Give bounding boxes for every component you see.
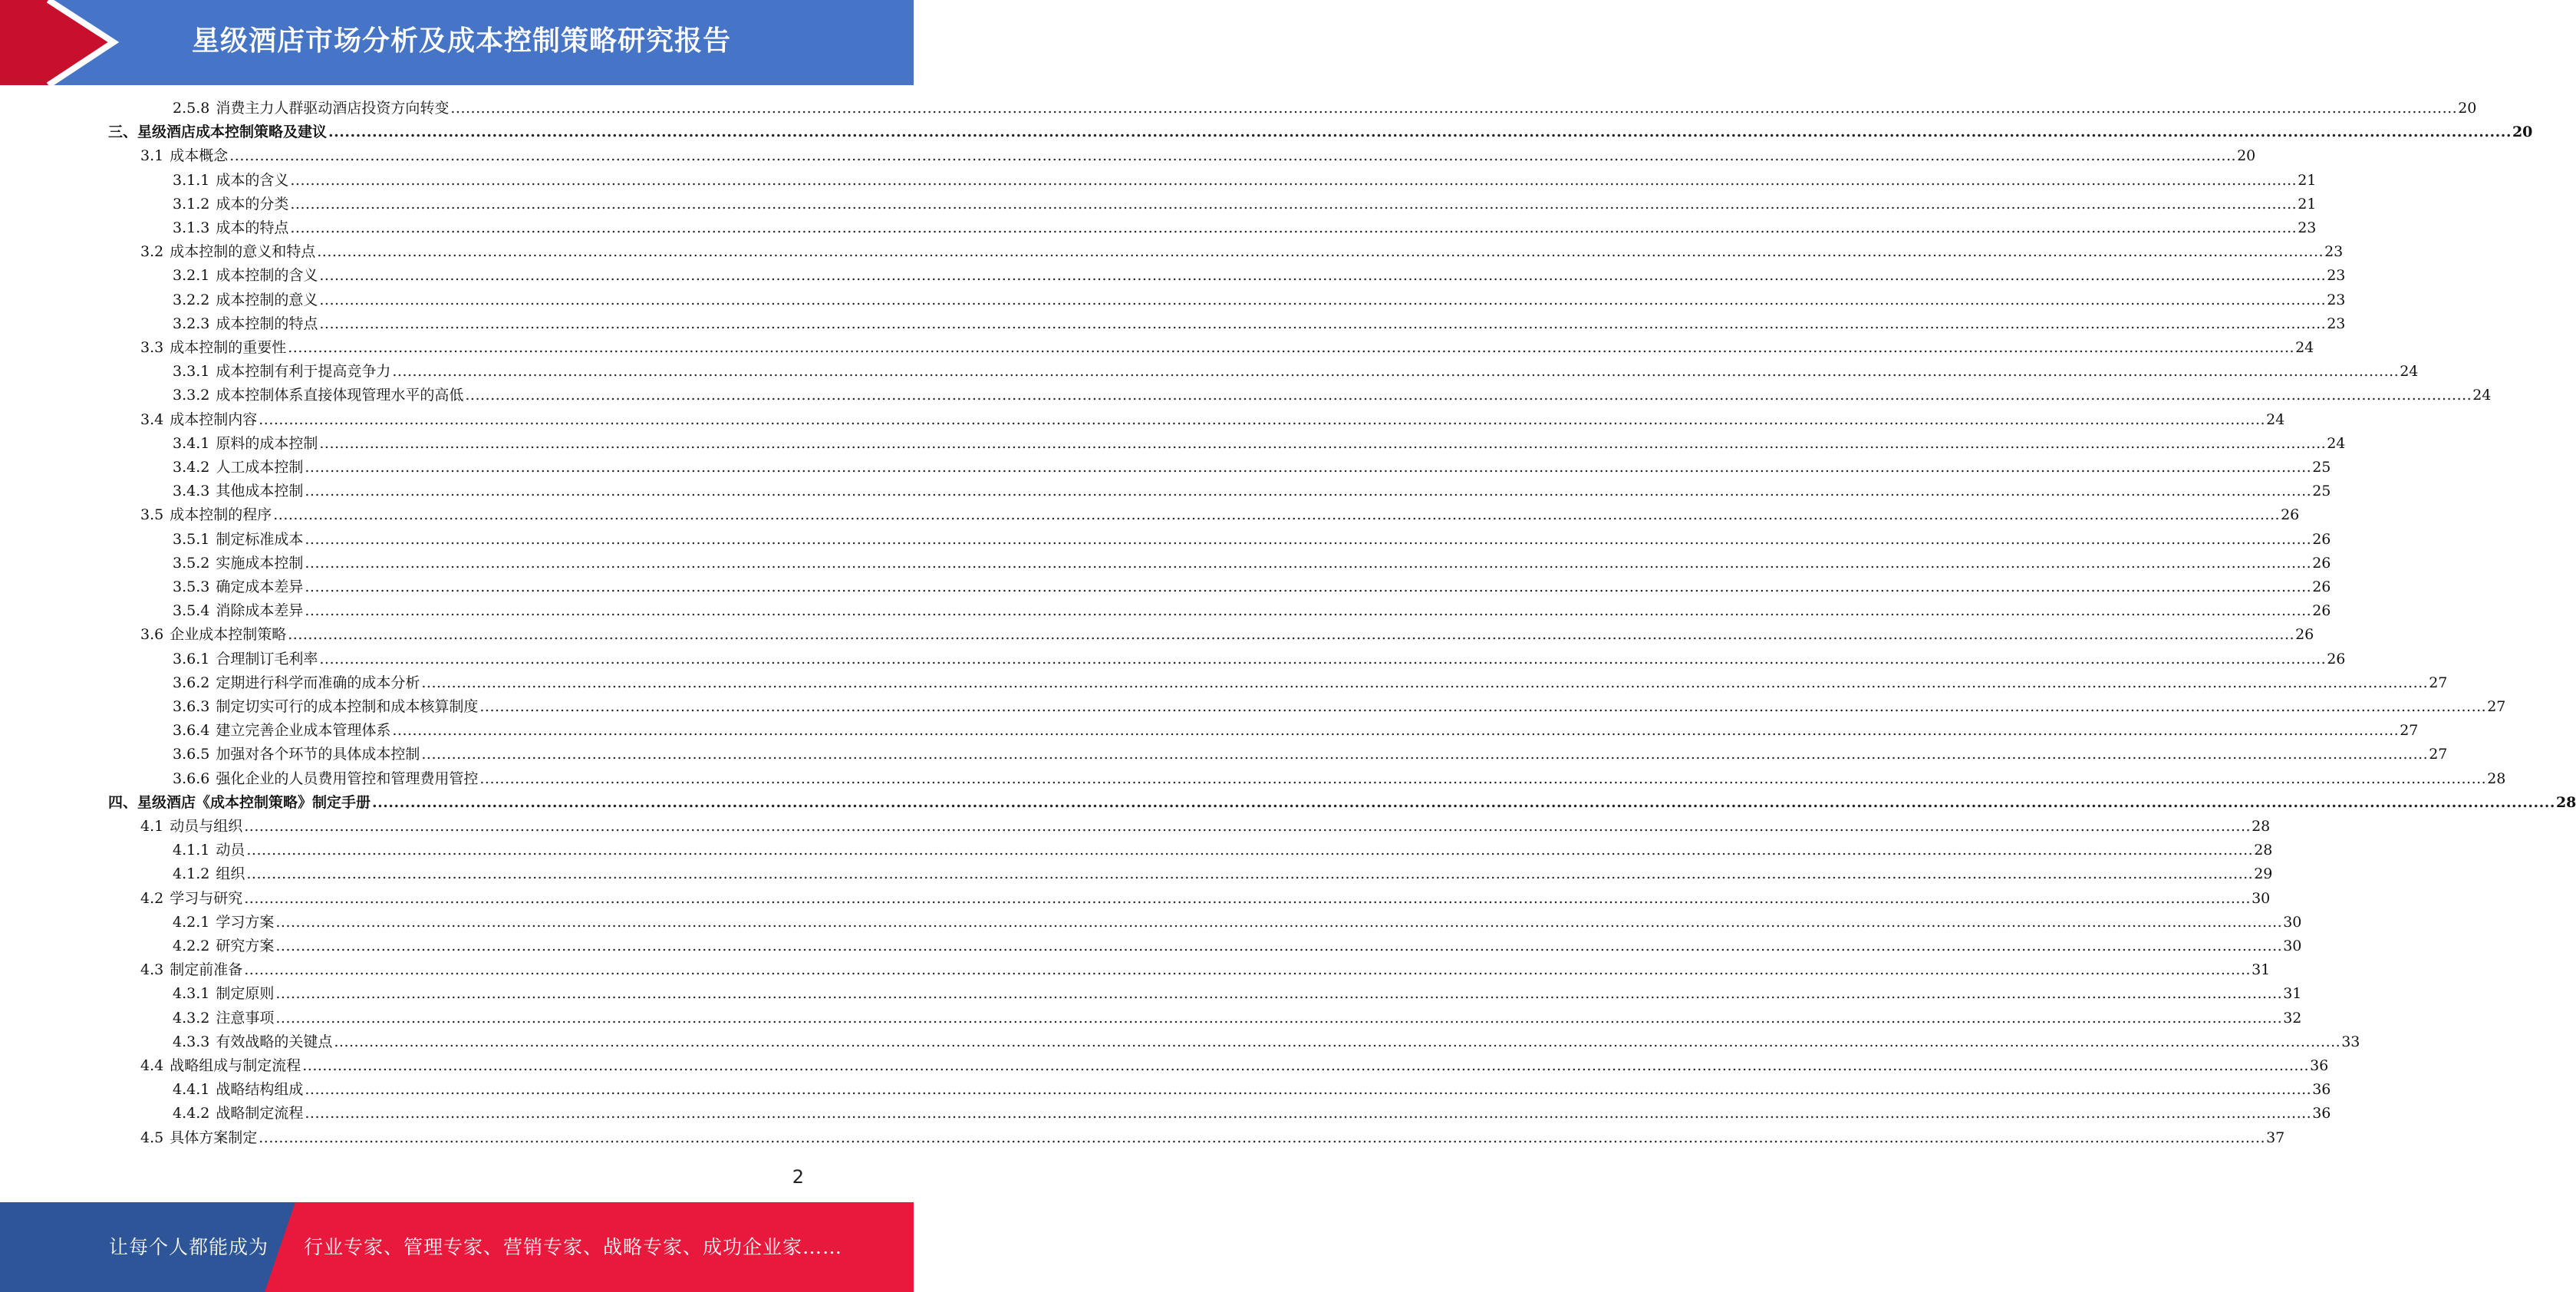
toc-entry-number: 4.4 bbox=[140, 1057, 164, 1074]
toc-entry-page: 26 bbox=[2312, 530, 2331, 548]
toc-entry-number: 3.6.6 bbox=[173, 770, 210, 787]
toc-entry[interactable] bbox=[173, 911, 2302, 934]
toc-entry[interactable] bbox=[108, 120, 2533, 144]
toc-entry[interactable] bbox=[173, 360, 2419, 384]
toc-entry-title: 成本的分类 bbox=[216, 195, 289, 213]
toc-entry-title: 成本的特点 bbox=[216, 219, 289, 236]
toc-entry-title: 组织 bbox=[216, 865, 245, 883]
toc-entry-title: 具体方案制定 bbox=[170, 1129, 258, 1146]
toc-entry-page: 20 bbox=[2512, 124, 2533, 141]
toc-entry-number: 3.4.1 bbox=[173, 434, 210, 452]
toc-entry-title: 成本控制的意义和特点 bbox=[170, 243, 316, 261]
toc-dot-leader: ................................................................................................................................................................................................................................................................................................................................................................................................................ bbox=[334, 1033, 2341, 1050]
toc-dot-leader: ................................................................................................................................................................................................................................................................................................................................................................................................................ bbox=[319, 267, 2327, 285]
toc-entry-page: 23 bbox=[2327, 315, 2346, 332]
toc-entry[interactable] bbox=[173, 193, 2317, 216]
toc-entry-page: 26 bbox=[2295, 626, 2314, 644]
toc-entry[interactable] bbox=[173, 312, 2346, 336]
toc-entry[interactable] bbox=[173, 432, 2346, 456]
toc-entry-number: 4.2.2 bbox=[173, 938, 210, 954]
toc-entry[interactable] bbox=[173, 456, 2331, 480]
toc-entry[interactable] bbox=[173, 648, 2346, 671]
toc-entry-title: 注意事项 bbox=[216, 1009, 275, 1027]
toc-entry-number: 3.6.3 bbox=[173, 698, 210, 715]
toc-entry-title: 加强对各个环节的具体成本控制 bbox=[216, 746, 420, 763]
toc-entry-number: 3.2.3 bbox=[173, 315, 210, 332]
toc-dot-leader: ................................................................................................................................................................................................................................................................................................................................................................................................................ bbox=[275, 913, 2283, 931]
toc-entry-page: 21 bbox=[2298, 171, 2317, 189]
toc-entry[interactable] bbox=[173, 934, 2302, 958]
toc-entry-number: 3.4.3 bbox=[173, 483, 210, 500]
toc-entry-page: 33 bbox=[2341, 1033, 2360, 1050]
toc-dot-leader: ................................................................................................................................................................................................................................................................................................................................................................................................................ bbox=[319, 650, 2327, 667]
toc-entry[interactable] bbox=[173, 719, 2419, 743]
toc-dot-leader: ................................................................................................................................................................................................................................................................................................................................................................................................................ bbox=[319, 291, 2327, 308]
toc-entry-page: 28 bbox=[2555, 793, 2576, 811]
toc-dot-leader: ................................................................................................................................................................................................................................................................................................................................................................................................................ bbox=[305, 459, 2312, 476]
toc-entry[interactable] bbox=[140, 144, 2256, 168]
toc-entry-page: 26 bbox=[2312, 578, 2331, 595]
toc-entry-page: 36 bbox=[2312, 1105, 2331, 1122]
toc-entry-title: 确定成本差异 bbox=[216, 578, 304, 595]
toc-entry-title: 制定切实可行的成本控制和成本核算制度 bbox=[216, 698, 479, 715]
toc-dot-leader: ................................................................................................................................................................................................................................................................................................................................................................................................................ bbox=[290, 195, 2298, 213]
toc-entry-title: 战略制定流程 bbox=[216, 1105, 304, 1122]
toc-entry-title: 原料的成本控制 bbox=[216, 434, 318, 452]
toc-entry-title: 成本概念 bbox=[170, 147, 229, 165]
toc-entry-number: 3.5.2 bbox=[173, 554, 210, 572]
toc-dot-leader: ................................................................................................................................................................................................................................................................................................................................................................................................................ bbox=[259, 1129, 2266, 1146]
toc-entry-title: 定期进行科学而准确的成本分析 bbox=[216, 674, 420, 691]
toc-dot-leader: ................................................................................................................................................................................................................................................................................................................................................................................................................ bbox=[305, 578, 2312, 595]
toc-entry-page: 24 bbox=[2400, 363, 2419, 381]
toc-entry-title: 成本控制的含义 bbox=[216, 267, 318, 285]
toc-entry-page: 25 bbox=[2312, 483, 2331, 500]
toc-dot-leader: ................................................................................................................................................................................................................................................................................................................................................................................................................ bbox=[392, 722, 2400, 740]
toc-dot-leader: ................................................................................................................................................................................................................................................................................................................................................................................................................ bbox=[319, 315, 2327, 332]
toc-entry-page: 31 bbox=[2252, 961, 2271, 979]
toc-entry-title: 实施成本控制 bbox=[216, 554, 304, 572]
toc-entry[interactable] bbox=[140, 958, 2271, 982]
toc-entry-page: 26 bbox=[2281, 506, 2300, 524]
toc-entry-number: 3.6 bbox=[140, 626, 164, 644]
footer-slogan-left: 让每个人都能成为 bbox=[109, 1236, 269, 1258]
toc-entry-title: 成本控制内容 bbox=[170, 410, 258, 428]
toc-dot-leader: ................................................................................................................................................................................................................................................................................................................................................................................................................ bbox=[229, 147, 2237, 165]
toc-entry[interactable] bbox=[173, 169, 2317, 193]
toc-entry[interactable] bbox=[173, 97, 2477, 120]
page-header bbox=[0, 0, 914, 85]
toc-entry-page: 36 bbox=[2312, 1081, 2331, 1099]
toc-entry-title: 其他成本控制 bbox=[216, 483, 304, 500]
toc-entry-title: 制定前准备 bbox=[170, 961, 243, 979]
toc-entry[interactable] bbox=[140, 815, 2271, 839]
toc-dot-leader: ................................................................................................................................................................................................................................................................................................................................................................................................................ bbox=[305, 1105, 2312, 1122]
toc-entry-title: 学习与研究 bbox=[170, 889, 243, 907]
toc-entry-page: 20 bbox=[2458, 100, 2477, 117]
toc-entry[interactable] bbox=[173, 552, 2331, 575]
toc-entry[interactable] bbox=[173, 743, 2448, 766]
toc-entry-number: 3.3.2 bbox=[173, 387, 210, 404]
toc-entry[interactable] bbox=[140, 1054, 2329, 1078]
toc-entry-number: 4.1 bbox=[140, 818, 164, 835]
toc-entry[interactable] bbox=[173, 264, 2346, 288]
toc-entry-page: 30 bbox=[2283, 938, 2302, 954]
toc-entry-number: 4.3.3 bbox=[173, 1033, 210, 1050]
toc-entry-page: 24 bbox=[2266, 410, 2285, 428]
toc-dot-leader: ................................................................................................................................................................................................................................................................................................................................................................................................................ bbox=[465, 387, 2472, 404]
toc-dot-leader: ................................................................................................................................................................................................................................................................................................................................................................................................................ bbox=[319, 434, 2327, 452]
toc-entry-number: 4.1.2 bbox=[173, 865, 210, 883]
toc-entry-page: 28 bbox=[2254, 842, 2273, 859]
toc-dot-leader: ................................................................................................................................................................................................................................................................................................................................................................................................................ bbox=[421, 746, 2429, 763]
toc-entry-page: 32 bbox=[2283, 1009, 2302, 1027]
toc-entry[interactable] bbox=[173, 528, 2331, 552]
toc-entry-number: 4.2 bbox=[140, 889, 164, 907]
toc-entry[interactable] bbox=[173, 1078, 2331, 1102]
toc-entry-page: 23 bbox=[2327, 267, 2346, 285]
toc-dot-leader: ................................................................................................................................................................................................................................................................................................................................................................................................................ bbox=[479, 698, 2487, 715]
toc-entry-number: 3.1.3 bbox=[173, 219, 210, 236]
toc-entry-title: 企业成本控制策略 bbox=[170, 626, 287, 644]
toc-entry-number: 3.2.1 bbox=[173, 267, 210, 285]
toc-entry-title: 成本控制体系直接体现管理水平的高低 bbox=[216, 387, 464, 404]
toc-entry-title: 战略结构组成 bbox=[216, 1081, 304, 1099]
toc-entry[interactable] bbox=[140, 503, 2300, 527]
toc-entry-page: 30 bbox=[2252, 889, 2271, 907]
toc-entry-number: 3.3 bbox=[140, 339, 164, 356]
toc-entry-title: 合理制订毛利率 bbox=[216, 650, 318, 667]
toc-entry-title: 消除成本差异 bbox=[216, 602, 304, 620]
red-arrow-decoration bbox=[0, 0, 123, 85]
footer-slogan-right: 行业专家、管理专家、营销专家、战略专家、成功企业家…… bbox=[304, 1236, 843, 1258]
toc-dot-leader: ................................................................................................................................................................................................................................................................................................................................................................................................................ bbox=[259, 410, 2266, 428]
toc-entry-title: 战略组成与制定流程 bbox=[170, 1057, 301, 1074]
toc-dot-leader: ................................................................................................................................................................................................................................................................................................................................................................................................................ bbox=[288, 339, 2295, 356]
toc-entry-number: 3.6.2 bbox=[173, 674, 210, 691]
toc-entry-number: 三、 bbox=[108, 124, 138, 141]
toc-entry[interactable] bbox=[173, 839, 2273, 862]
toc-entry-page: 21 bbox=[2298, 195, 2317, 213]
toc-entry-page: 27 bbox=[2487, 698, 2506, 715]
toc-entry-title: 成本控制的重要性 bbox=[170, 339, 287, 356]
toc-entry-number: 4.4.1 bbox=[173, 1081, 210, 1099]
toc-entry-page: 27 bbox=[2429, 746, 2448, 763]
toc-entry-title: 成本控制的程序 bbox=[170, 506, 272, 524]
toc-entry-number: 3.3.1 bbox=[173, 363, 210, 381]
toc-entry-page: 37 bbox=[2266, 1129, 2285, 1146]
toc-entry-number: 3.1.1 bbox=[173, 171, 210, 189]
toc-entry-number: 3.1.2 bbox=[173, 195, 210, 213]
toc-entry-number: 3.2.2 bbox=[173, 291, 210, 308]
toc-entry-page: 26 bbox=[2327, 650, 2346, 667]
toc-entry-title: 成本控制有利于提高竞争力 bbox=[216, 363, 391, 381]
toc-entry[interactable] bbox=[173, 695, 2506, 719]
toc-dot-leader: ................................................................................................................................................................................................................................................................................................................................................................................................................ bbox=[244, 961, 2252, 979]
toc-entry-page: 20 bbox=[2237, 147, 2256, 165]
toc-entry[interactable] bbox=[173, 1030, 2360, 1054]
toc-entry-title: 成本控制的意义 bbox=[216, 291, 318, 308]
toc-entry-title: 有效战略的关键点 bbox=[216, 1033, 333, 1050]
toc-entry-page: 23 bbox=[2324, 243, 2344, 261]
toc-dot-leader: ................................................................................................................................................................................................................................................................................................................................................................................................................ bbox=[305, 602, 2312, 620]
toc-entry-number: 3.6.1 bbox=[173, 650, 210, 667]
toc-entry-page: 24 bbox=[2295, 339, 2314, 356]
toc-entry[interactable] bbox=[173, 1007, 2302, 1030]
toc-entry-page: 26 bbox=[2312, 602, 2331, 620]
toc-entry-title: 强化企业的人员费用管控和管理费用管控 bbox=[216, 770, 479, 787]
toc-entry-page: 23 bbox=[2327, 291, 2346, 308]
toc-entry-number: 3.2 bbox=[140, 243, 164, 261]
toc-entry-number: 3.4.2 bbox=[173, 459, 210, 476]
toc-entry-title: 星级酒店《成本控制策略》制定手册 bbox=[137, 793, 371, 811]
toc-dot-leader: ................................................................................................................................................................................................................................................................................................................................................................................................................ bbox=[317, 243, 2324, 261]
toc-entry[interactable] bbox=[173, 671, 2448, 695]
toc-dot-leader: ................................................................................................................................................................................................................................................................................................................................................................................................................ bbox=[290, 219, 2298, 236]
toc-dot-leader: ................................................................................................................................................................................................................................................................................................................................................................................................................ bbox=[328, 124, 2512, 141]
toc-dot-leader: ................................................................................................................................................................................................................................................................................................................................................................................................................ bbox=[273, 506, 2281, 524]
toc-entry-number: 2.5.8 bbox=[173, 100, 210, 117]
toc-entry[interactable] bbox=[173, 575, 2331, 599]
toc-entry-page: 27 bbox=[2400, 722, 2419, 740]
toc-entry-number: 3.5.1 bbox=[173, 530, 210, 548]
toc-dot-leader: ................................................................................................................................................................................................................................................................................................................................................................................................................ bbox=[392, 363, 2400, 381]
toc-entry[interactable] bbox=[140, 623, 2314, 647]
toc-entry-title: 成本控制的特点 bbox=[216, 315, 318, 332]
page-footer bbox=[0, 1202, 914, 1292]
toc-entry[interactable] bbox=[173, 384, 2492, 407]
toc-dot-leader: ................................................................................................................................................................................................................................................................................................................................................................................................................ bbox=[479, 770, 2487, 787]
toc-entry-number: 四、 bbox=[108, 793, 138, 811]
toc-entry-title: 制定标准成本 bbox=[216, 530, 304, 548]
toc-entry-title: 制定原则 bbox=[216, 985, 275, 1003]
toc-entry-title: 研究方案 bbox=[216, 938, 275, 954]
toc-dot-leader: ................................................................................................................................................................................................................................................................................................................................................................................................................ bbox=[275, 938, 2283, 954]
toc-entry-title: 人工成本控制 bbox=[216, 459, 304, 476]
toc-entry-number: 3.1 bbox=[140, 147, 164, 165]
toc-entry-number: 3.5.4 bbox=[173, 602, 210, 620]
toc-dot-leader: ................................................................................................................................................................................................................................................................................................................................................................................................................ bbox=[421, 674, 2429, 691]
toc-entry-page: 23 bbox=[2298, 219, 2317, 236]
toc-entry-page: 24 bbox=[2327, 434, 2346, 452]
toc-dot-leader: ................................................................................................................................................................................................................................................................................................................................................................................................................ bbox=[305, 554, 2312, 572]
toc-dot-leader: ................................................................................................................................................................................................................................................................................................................................................................................................................ bbox=[246, 865, 2254, 883]
toc-entry-number: 4.3.2 bbox=[173, 1009, 210, 1027]
toc-entry-title: 建立完善企业成本管理体系 bbox=[216, 722, 391, 740]
toc-dot-leader: ................................................................................................................................................................................................................................................................................................................................................................................................................ bbox=[288, 626, 2295, 644]
toc-entry[interactable] bbox=[140, 1126, 2285, 1150]
toc-entry[interactable] bbox=[173, 862, 2273, 886]
toc-entry-title: 消费主力人群驱动酒店投资方向转变 bbox=[216, 100, 450, 117]
toc-entry-number: 4.5 bbox=[140, 1129, 164, 1146]
toc-entry-page: 30 bbox=[2283, 913, 2302, 931]
toc-entry-number: 4.2.1 bbox=[173, 913, 210, 931]
toc-entry[interactable] bbox=[173, 982, 2302, 1006]
toc-entry[interactable] bbox=[140, 240, 2344, 264]
report-title: 星级酒店市场分析及成本控制策略研究报告 bbox=[192, 25, 732, 57]
toc-entry[interactable] bbox=[140, 408, 2285, 432]
toc-entry[interactable] bbox=[173, 1102, 2331, 1126]
toc-entry[interactable] bbox=[140, 887, 2271, 911]
toc-entry-page: 28 bbox=[2252, 818, 2271, 835]
page-number: 2 bbox=[792, 1166, 804, 1188]
toc-dot-leader: ................................................................................................................................................................................................................................................................................................................................................................................................................ bbox=[450, 100, 2458, 117]
toc-entry-page: 31 bbox=[2283, 985, 2302, 1003]
toc-entry-number: 4.3 bbox=[140, 961, 164, 979]
toc-entry[interactable] bbox=[173, 480, 2331, 503]
toc-entry-number: 4.3.1 bbox=[173, 985, 210, 1003]
toc-entry-page: 24 bbox=[2472, 387, 2492, 404]
toc-entry-page: 29 bbox=[2254, 865, 2273, 883]
toc-entry-page: 36 bbox=[2310, 1057, 2329, 1074]
toc-entry-page: 25 bbox=[2312, 459, 2331, 476]
toc-entry-title: 星级酒店成本控制策略及建议 bbox=[137, 124, 328, 141]
toc-entry-page: 28 bbox=[2487, 770, 2506, 787]
toc-dot-leader: ................................................................................................................................................................................................................................................................................................................................................................................................................ bbox=[290, 171, 2298, 189]
toc-dot-leader: ................................................................................................................................................................................................................................................................................................................................................................................................................ bbox=[372, 793, 2555, 811]
toc-entry[interactable] bbox=[173, 767, 2506, 791]
toc-entry-title: 成本的含义 bbox=[216, 171, 289, 189]
toc-dot-leader: ................................................................................................................................................................................................................................................................................................................................................................................................................ bbox=[275, 985, 2283, 1003]
toc-entry-number: 3.5 bbox=[140, 506, 164, 524]
toc-entry-number: 4.4.2 bbox=[173, 1105, 210, 1122]
toc-dot-leader: ................................................................................................................................................................................................................................................................................................................................................................................................................ bbox=[305, 1081, 2312, 1099]
toc-entry[interactable] bbox=[173, 216, 2317, 240]
toc-entry-page: 27 bbox=[2429, 674, 2448, 691]
toc-dot-leader: ................................................................................................................................................................................................................................................................................................................................................................................................................ bbox=[305, 530, 2312, 548]
toc-entry[interactable] bbox=[108, 791, 2576, 815]
toc-entry-number: 3.6.5 bbox=[173, 746, 210, 763]
toc-entry-title: 动员 bbox=[216, 842, 245, 859]
toc-entry-title: 学习方案 bbox=[216, 913, 275, 931]
toc-dot-leader: ................................................................................................................................................................................................................................................................................................................................................................................................................ bbox=[305, 483, 2312, 500]
toc-entry-number: 3.5.3 bbox=[173, 578, 210, 595]
toc-entry-title: 动员与组织 bbox=[170, 818, 243, 835]
toc-dot-leader: ................................................................................................................................................................................................................................................................................................................................................................................................................ bbox=[302, 1057, 2310, 1074]
toc-dot-leader: ................................................................................................................................................................................................................................................................................................................................................................................................................ bbox=[275, 1009, 2283, 1027]
toc-entry-page: 26 bbox=[2312, 554, 2331, 572]
toc-entry-number: 4.1.1 bbox=[173, 842, 210, 859]
toc-entry-number: 3.6.4 bbox=[173, 722, 210, 740]
toc-entry[interactable] bbox=[173, 599, 2331, 623]
toc-dot-leader: ................................................................................................................................................................................................................................................................................................................................................................................................................ bbox=[244, 818, 2252, 835]
toc-dot-leader: ................................................................................................................................................................................................................................................................................................................................................................................................................ bbox=[246, 842, 2254, 859]
toc-entry[interactable] bbox=[173, 288, 2346, 312]
toc-entry[interactable] bbox=[140, 336, 2314, 360]
toc-dot-leader: ................................................................................................................................................................................................................................................................................................................................................................................................................ bbox=[244, 889, 2252, 907]
toc-entry-number: 3.4 bbox=[140, 410, 164, 428]
